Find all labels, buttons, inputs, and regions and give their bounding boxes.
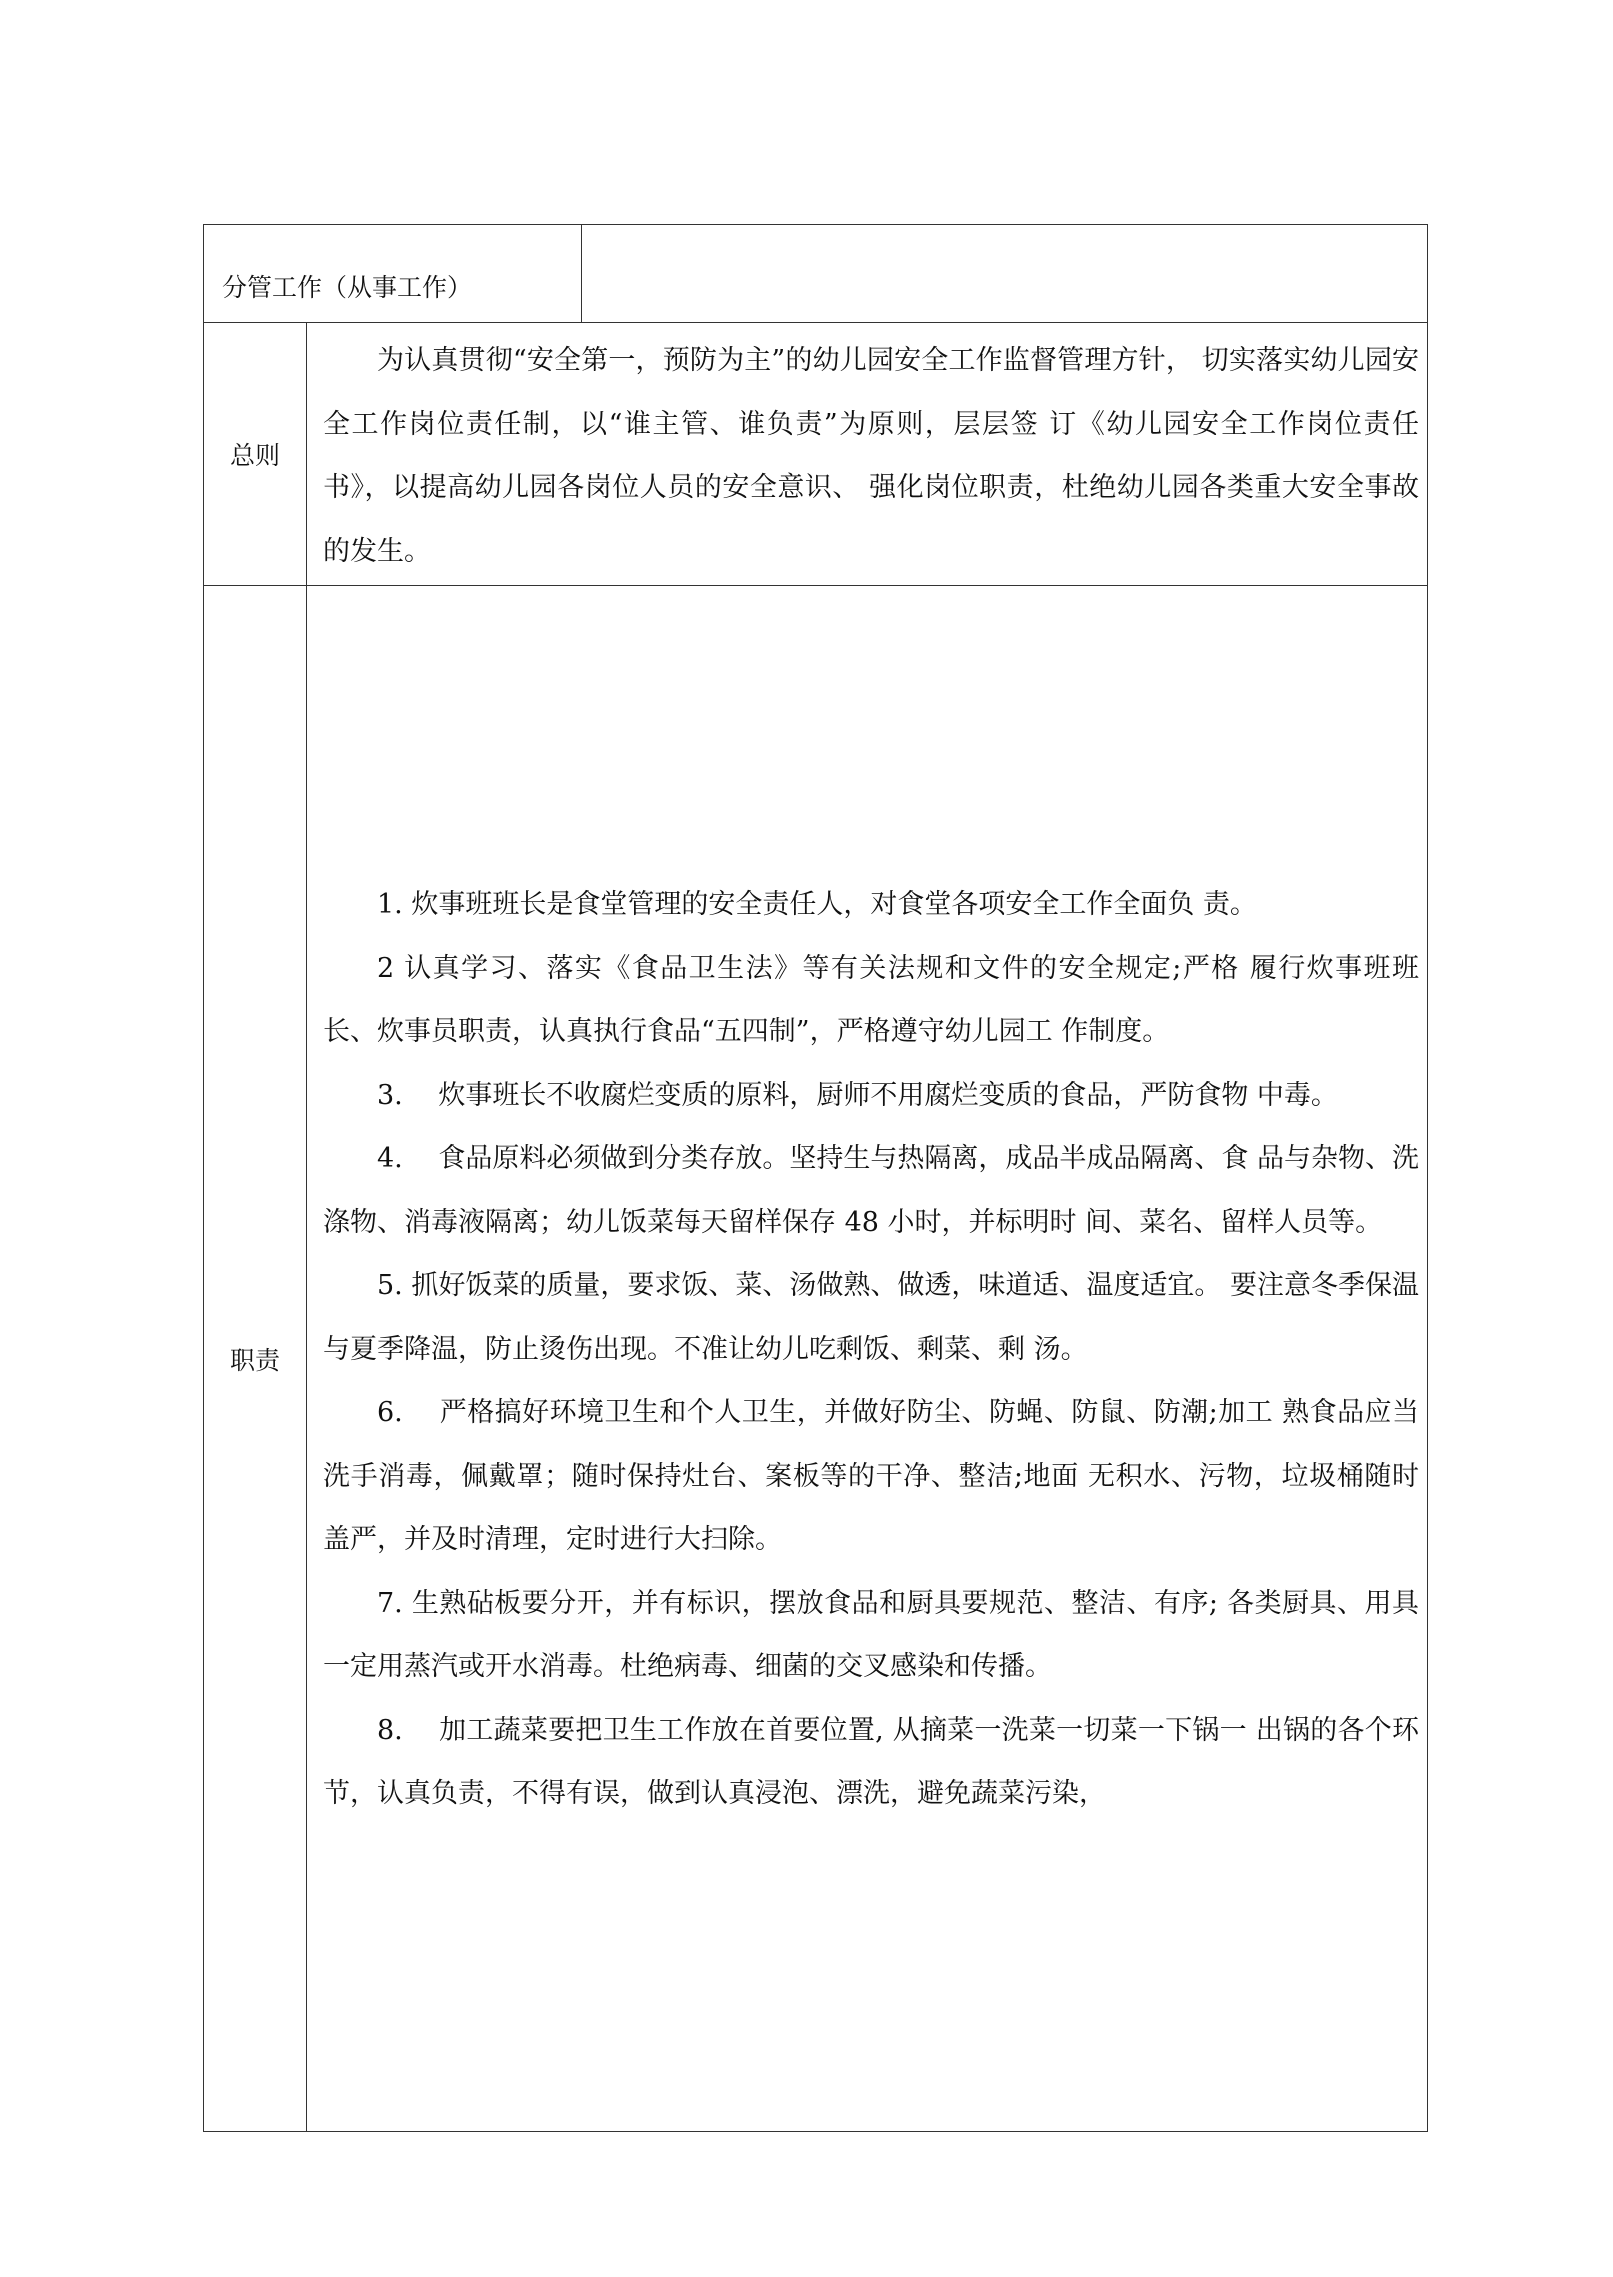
duty-item-2: 2 认真学习、落实《食品卫生法》等有关法规和文件的安全规定;严格 履行炊事班班长、炊事员职责，认真执行食品“五四制”，严格遵守幼儿园工 作制度。 (323, 952, 1420, 1047)
duties-row (204, 586, 1428, 2132)
duty-item-8: 8. 加工蔬菜要把卫生工作放在首要位置, 从摘菜一洗菜一切菜一下锅一 出锅的各个环节，认真负责，不得有误，做到认真浸泡、漂洗，避免蔬菜污染， (323, 1714, 1420, 1809)
responsibility-table (203, 224, 1428, 2132)
assigned-work-label: 分管工作（从事工作） (204, 225, 582, 323)
assigned-work-value (582, 225, 1428, 323)
duty-item-7: 7. 生熟砧板要分开，并有标识，摆放食品和厨具要规范、整洁、有序; 各类厨具、用具一定用蒸汽或开水消毒。杜绝病毒、细菌的交叉感染和传播。 (323, 1587, 1420, 1682)
duty-item-6: 6. 严格搞好环境卫生和个人卫生，并做好防尘、防蝇、防鼠、防潮;加工 熟食品应当洗手消毒，佩戴罩；随时保持灶台、案板等的干净、整洁;地面 无积水、污物，垃圾桶随时盖严，并及时清理，定时进行大扫除。 (323, 1397, 1420, 1555)
general-text: 为认真贯彻“安全第一，预防为主”的幼儿园安全工作监督管理方针， 切实落实幼儿园安全工作岗位责任制，以“谁主管、谁负责”为原则，层层签 订《幼儿园安全工作岗位责任书》，以提高幼儿园各岗位人员的安全意识、 强化岗位职责，杜绝幼儿园各类重大安全事故的发生。 (323, 345, 1420, 567)
duties-content (307, 586, 1428, 2132)
duty-item-4: 4. 食品原料必须做到分类存放。坚持生与热隔离，成品半成品隔离、食 品与杂物、洗涤物、消毒液隔离；幼儿饭菜每天留样保存 48 小时，并标明时 间、菜名、留样人员等。 (323, 1143, 1420, 1238)
general-label: 总则 (204, 323, 307, 586)
duties-label: 职责 (204, 586, 307, 2132)
duty-item-1: 1. 炊事班班长是食堂管理的安全责任人，对食堂各项安全工作全面负 责。 (377, 889, 1257, 920)
duty-item-3: 3. 炊事班长不收腐烂变质的原料，厨师不用腐烂变质的食品，严防食物 中毒。 (377, 1079, 1338, 1111)
duty-item-5: 5. 抓好饭菜的质量，要求饭、菜、汤做熟、做透，味道适、温度适宜。 要注意冬季保温与夏季降温，防止烫伤出现。不准让幼儿吃剩饭、剩菜、剩 汤。 (323, 1270, 1420, 1365)
general-row (204, 323, 1428, 586)
header-row (204, 225, 1428, 323)
general-content (307, 323, 1428, 586)
